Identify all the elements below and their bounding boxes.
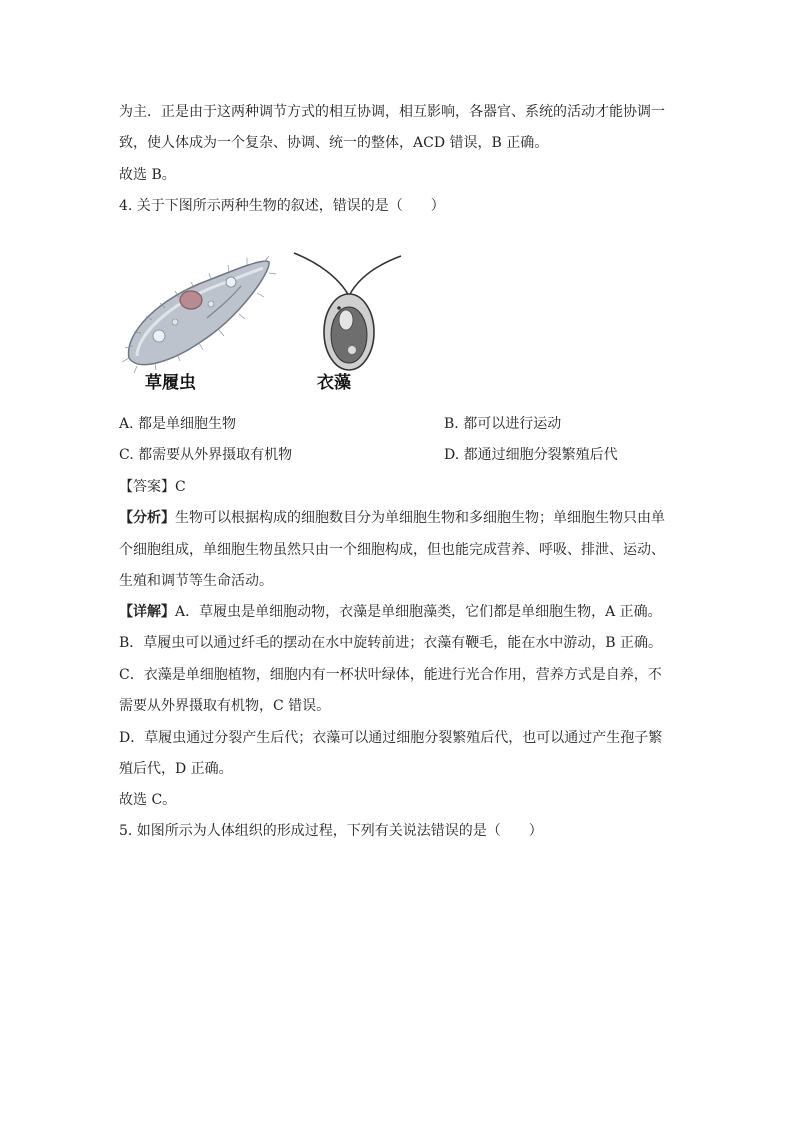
answer-text: 【答案】C [119, 479, 186, 495]
paramecium-label: 草履虫 [145, 373, 196, 393]
analysis-line [119, 508, 665, 528]
option-c: C. 都需要从外界摄取有机物 [119, 447, 293, 463]
explanation-line: 致，使人体成为一个复杂、协调、统一的整体，ACD 错误，B 正确。 [119, 135, 549, 151]
detail-text: A．草履虫是单细胞动物，衣藻是单细胞藻类，它们都是单细胞生物，A 正确。 [175, 604, 662, 620]
paramecium-drawing [122, 256, 276, 373]
detail-tag: 【详解】 [119, 604, 175, 620]
analysis-tag: 【分析】 [119, 510, 175, 526]
analysis-line: 个细胞组成，单细胞生物虽然只由一个细胞构成，但也能完成营养、呼吸、排泄、运动、 [119, 542, 665, 558]
chlamydomonas-label: 衣藻 [317, 373, 351, 393]
conclusion-text: 故选 C。 [119, 792, 177, 808]
detail-line: 殖后代，D 正确。 [119, 761, 233, 777]
detail-line [119, 602, 662, 622]
option-d: D. 都通过细胞分裂繁殖后代 [444, 447, 618, 463]
explanation-line: 为主．正是由于这两种调节方式的相互协调，相互影响，各器官、系统的活动才能协调一 [119, 104, 665, 120]
detail-line: 需要从外界摄取有机物，C 错误。 [119, 698, 331, 714]
chlamydomonas-drawing [294, 253, 401, 370]
organism-figure [119, 238, 409, 398]
analysis-line: 生殖和调节等生命活动。 [119, 573, 273, 589]
question-4-stem: 4. 关于下图所示两种生物的叙述，错误的是（ ） [119, 198, 445, 214]
detail-line: B．草履虫可以通过纤毛的摆动在水中旋转前进；衣藻有鞭毛，能在水中游动，B 正确。 [119, 635, 663, 651]
option-a: A. 都是单细胞生物 [119, 416, 237, 432]
conclusion-text: 故选 B。 [119, 167, 176, 183]
analysis-text: 生物可以根据构成的细胞数目分为单细胞生物和多细胞生物；单细胞生物只由单 [175, 510, 665, 526]
question-5-stem: 5. 如图所示为人体组织的形成过程，下列有关说法错误的是（ ） [119, 823, 543, 839]
detail-line: D．草履虫通过分裂产生后代；衣藻可以通过细胞分裂繁殖后代，也可以通过产生孢子繁 [119, 730, 663, 746]
detail-line: C．衣藻是单细胞植物，细胞内有一杯状叶绿体，能进行光合作用，营养方式是自养，不 [119, 667, 662, 683]
option-b: B. 都可以进行运动 [444, 416, 562, 432]
